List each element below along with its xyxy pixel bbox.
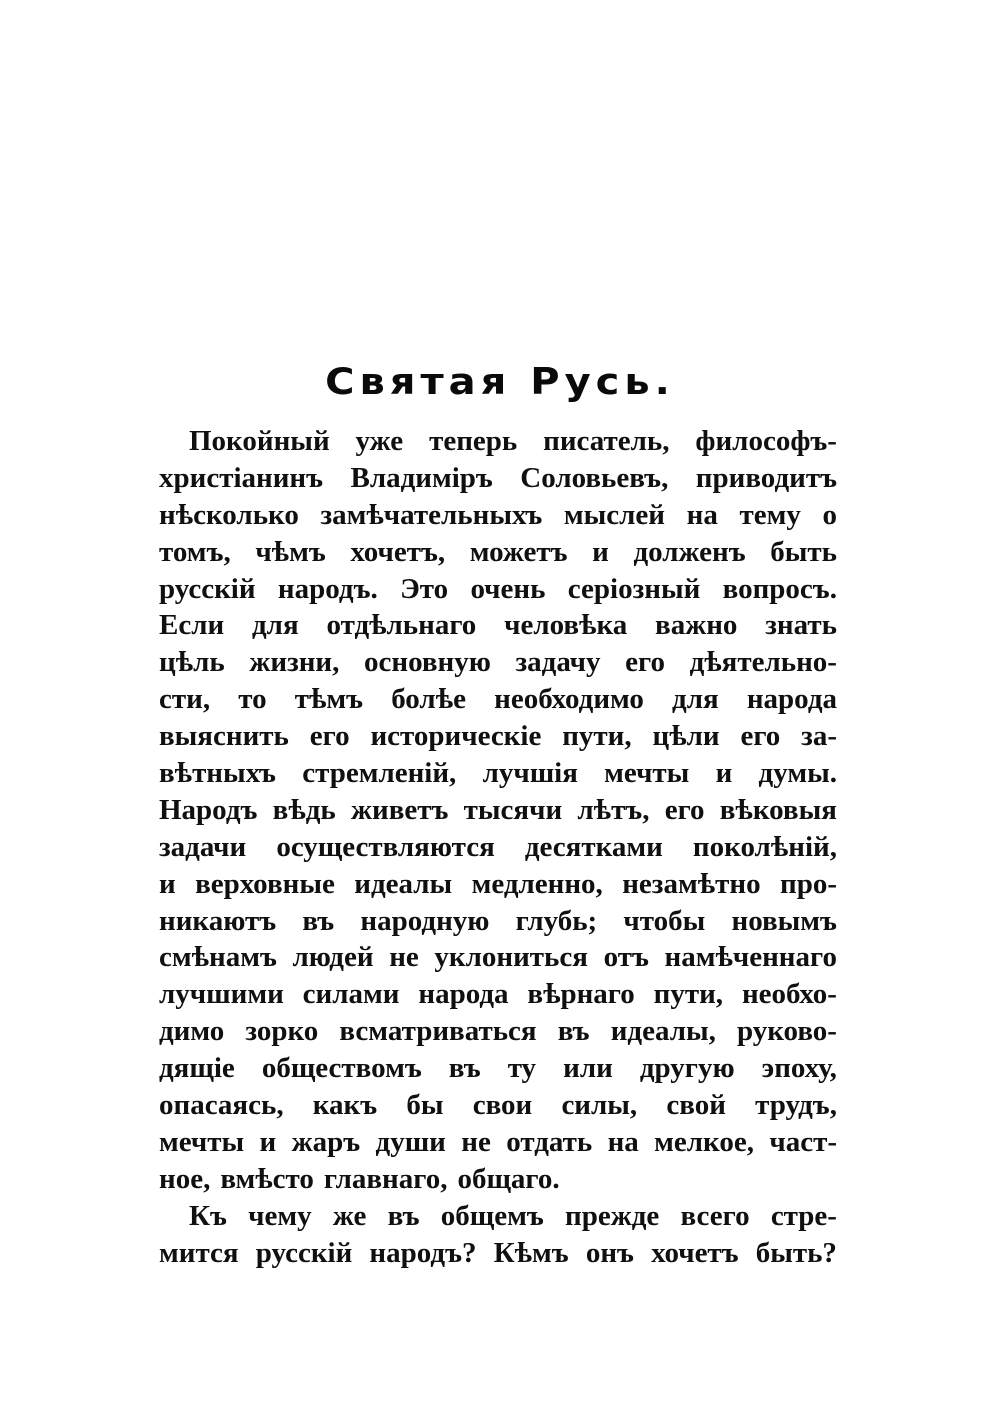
word: знать — [765, 609, 837, 642]
word: народа — [418, 978, 509, 1011]
word: силы, — [561, 1089, 638, 1122]
word: историческіе — [370, 720, 542, 753]
word: мечты — [159, 1125, 245, 1158]
word: вопросъ. — [722, 572, 837, 605]
word: главнаго, — [323, 1162, 448, 1195]
word: на — [607, 1125, 639, 1158]
text-line — [159, 681, 837, 718]
word: лучшія — [482, 757, 578, 790]
word: тѣмъ — [294, 683, 364, 716]
word: тысячи — [463, 793, 563, 826]
text-line — [159, 1013, 837, 1050]
text-line — [159, 1087, 837, 1124]
word: Народъ — [159, 793, 258, 826]
word: писатель, — [543, 425, 670, 457]
word: вѣковыя — [719, 793, 837, 826]
word: необхо- — [741, 978, 837, 1011]
word: чтобы — [623, 904, 706, 937]
word: зорко — [245, 1015, 319, 1048]
word: очень — [470, 572, 546, 605]
word: быть? — [755, 1236, 837, 1269]
word: приводитъ — [695, 461, 837, 494]
word: мится — [159, 1236, 239, 1269]
text-line — [159, 1198, 837, 1235]
word: свои — [472, 1089, 533, 1122]
word: част- — [769, 1125, 837, 1158]
word: можетъ — [469, 535, 568, 568]
word: медленно, — [471, 867, 603, 900]
word: задачи — [159, 830, 247, 863]
text-line — [159, 976, 837, 1013]
word: быть — [770, 535, 837, 568]
word: Къ — [189, 1199, 227, 1232]
word: теперь — [429, 425, 518, 457]
word: про- — [779, 867, 837, 900]
word: поколѣній, — [692, 830, 837, 863]
word: или — [563, 1052, 613, 1085]
text-line — [159, 718, 837, 755]
word: намѣченнаго — [664, 941, 837, 974]
word: его — [309, 720, 350, 753]
word: мелкое, — [654, 1125, 754, 1158]
word: прежде — [565, 1199, 660, 1232]
word: и — [592, 535, 609, 568]
text-line — [159, 792, 837, 829]
word: вѣдь — [272, 793, 336, 826]
word: осуществляются — [276, 830, 495, 863]
word: живетъ — [350, 793, 449, 826]
word: въ — [387, 1199, 420, 1232]
word: его — [625, 646, 665, 679]
word: за- — [801, 720, 837, 753]
word: верховные — [195, 867, 335, 900]
word: общемъ — [440, 1199, 544, 1232]
word: Это — [400, 572, 449, 605]
word: Соловьевъ, — [520, 461, 669, 494]
word: уже — [355, 425, 404, 457]
word: для — [252, 609, 299, 642]
word: сти, — [159, 683, 211, 716]
word: народъ. — [277, 572, 378, 605]
word: пути, — [653, 978, 724, 1011]
word: народа — [746, 683, 837, 716]
word: цѣли — [652, 720, 720, 753]
word: то — [238, 683, 267, 716]
word: пути, — [562, 720, 632, 753]
word: его — [740, 720, 781, 753]
word: философъ- — [695, 425, 837, 457]
word: ту — [507, 1052, 537, 1085]
word: о — [822, 498, 837, 531]
word: и — [159, 867, 176, 900]
word: глубь; — [515, 904, 598, 937]
word: не — [461, 1125, 491, 1158]
word: и — [715, 757, 733, 790]
word: цѣль — [159, 646, 225, 679]
word: нѣсколько — [159, 498, 299, 531]
word: обществомъ — [261, 1052, 422, 1085]
word: свой — [666, 1089, 726, 1122]
word: замѣчательныхъ — [320, 498, 543, 531]
word: стремленій, — [302, 757, 457, 790]
text-line — [159, 1124, 837, 1161]
word: стре- — [770, 1199, 837, 1232]
word: общаго. — [457, 1162, 560, 1195]
word: бы — [406, 1089, 444, 1122]
word: руково- — [736, 1015, 837, 1048]
word: необходимо — [494, 683, 644, 716]
word: въ — [448, 1052, 481, 1085]
word: долженъ — [633, 535, 746, 568]
text-line — [159, 460, 837, 497]
text-line — [159, 829, 837, 866]
word: Владиміръ — [350, 461, 493, 494]
word: ное, — [159, 1162, 211, 1195]
word: его — [664, 793, 705, 826]
text-line — [159, 644, 837, 681]
word: онъ — [585, 1236, 634, 1269]
word: силами — [302, 978, 400, 1011]
word: думы. — [758, 757, 837, 790]
text-line — [159, 1161, 837, 1198]
text-line — [159, 571, 837, 608]
word: отдать — [506, 1125, 593, 1158]
word: хочетъ, — [350, 535, 446, 568]
word: болѣе — [391, 683, 466, 716]
word: вѣтныхъ — [159, 757, 276, 790]
word: десятками — [524, 830, 663, 863]
word: лучшими — [159, 978, 284, 1011]
word: лѣтъ, — [577, 793, 650, 826]
word: основную — [364, 646, 491, 679]
word: никаютъ — [159, 904, 277, 937]
word: души — [375, 1125, 446, 1158]
word: опасаясь, — [159, 1089, 284, 1122]
word: чѣмъ — [255, 535, 326, 568]
word: серіозный — [567, 572, 701, 605]
word: вмѣсто — [220, 1162, 314, 1195]
word: дящіе — [159, 1052, 235, 1085]
word: трудъ, — [755, 1089, 837, 1122]
word: новымъ — [731, 904, 837, 937]
word: какъ — [312, 1089, 378, 1122]
text-line — [159, 534, 837, 571]
word: важно — [655, 609, 738, 642]
word: чему — [248, 1199, 312, 1232]
word: другую — [639, 1052, 735, 1085]
word: не — [389, 941, 419, 974]
text-line — [159, 866, 837, 903]
word: незамѣтно — [622, 867, 761, 900]
text-line — [159, 755, 837, 792]
word: всего — [680, 1199, 750, 1232]
word: народъ? — [369, 1236, 477, 1269]
word: идеалы, — [610, 1015, 716, 1048]
text-line — [159, 1235, 837, 1272]
word: хочетъ — [651, 1236, 739, 1269]
word: Кѣмъ — [493, 1236, 569, 1269]
word: выяснить — [159, 720, 289, 753]
word: тему — [739, 498, 801, 531]
word: человѣка — [504, 609, 628, 642]
word: мыслей — [563, 498, 666, 531]
word: димо — [159, 1015, 225, 1048]
word: дѣятельно- — [689, 646, 837, 679]
word: на — [686, 498, 718, 531]
word: отъ — [603, 941, 649, 974]
word: русскій — [159, 572, 256, 605]
chapter-title: Святая Русь. — [325, 360, 675, 404]
word: и — [259, 1125, 277, 1158]
word: мечты — [604, 757, 690, 790]
text-line — [159, 607, 837, 644]
word: народную — [360, 904, 490, 937]
word: же — [332, 1199, 367, 1232]
word: задачу — [515, 646, 601, 679]
word: вѣрнаго — [527, 978, 635, 1011]
text-line — [159, 1050, 837, 1087]
word: идеалы — [354, 867, 453, 900]
word: въ — [557, 1015, 590, 1048]
word: въ — [302, 904, 335, 937]
word: для — [672, 683, 719, 716]
text-line — [159, 939, 837, 976]
text-line — [159, 423, 837, 460]
word: русскій — [255, 1236, 353, 1269]
word: Покойный — [189, 425, 330, 457]
word: всматриваться — [339, 1015, 537, 1048]
word: христіанинъ — [159, 461, 324, 494]
word: жаръ — [291, 1125, 361, 1158]
word: отдѣльнаго — [326, 609, 477, 642]
word: людей — [292, 941, 374, 974]
word: эпоху, — [761, 1052, 837, 1085]
word: Если — [159, 609, 225, 642]
text-line — [159, 497, 837, 534]
word: смѣнамъ — [159, 941, 277, 974]
word: жизни, — [249, 646, 340, 679]
text-line — [159, 903, 837, 940]
word: уклониться — [434, 941, 588, 974]
word: томъ, — [159, 535, 231, 568]
body-text — [159, 423, 837, 1271]
